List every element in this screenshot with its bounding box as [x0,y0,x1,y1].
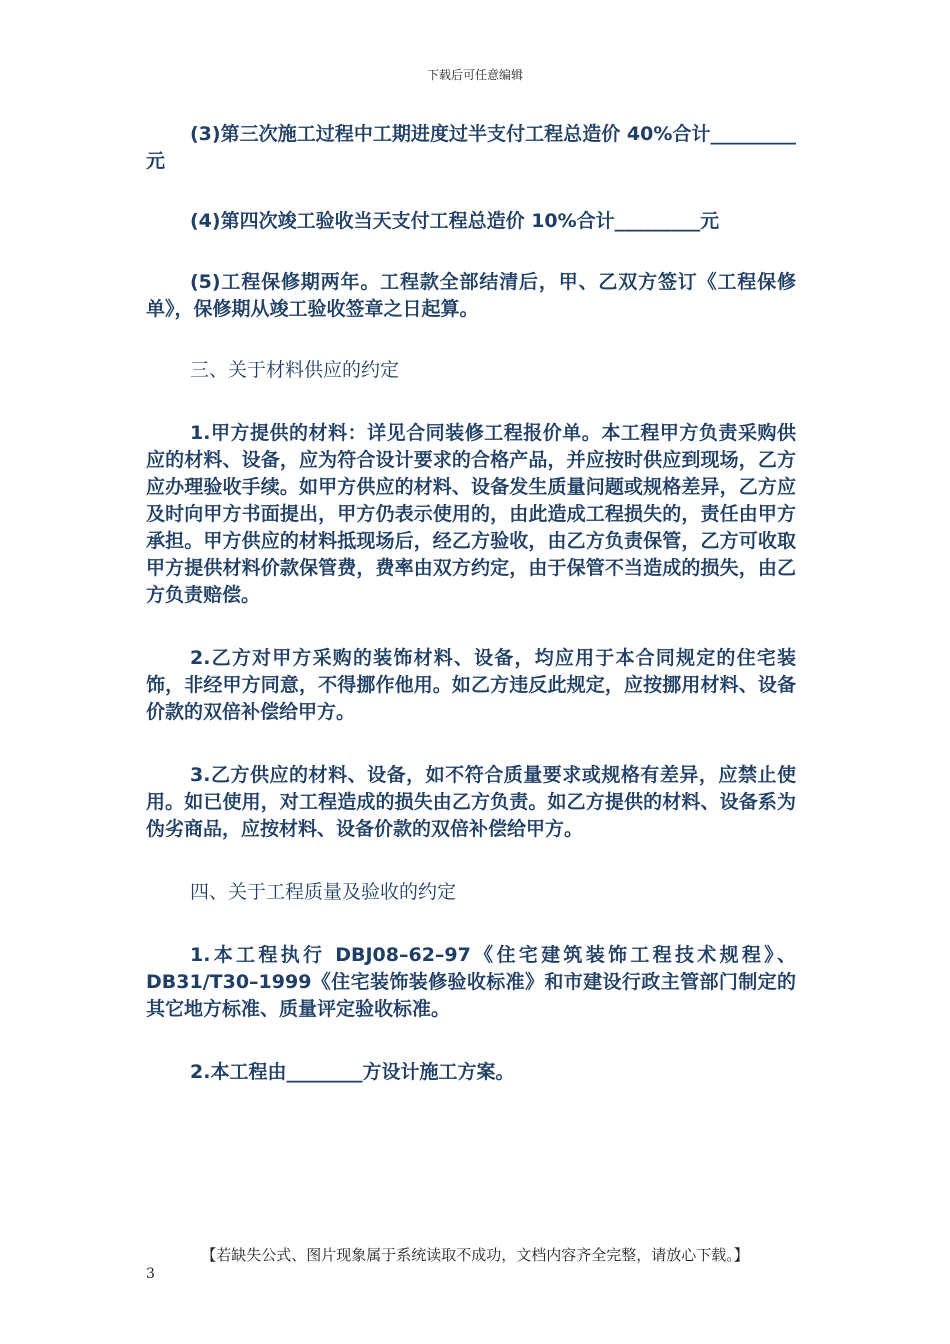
footer-note: 【若缺失公式、图片现象属于系统读取不成功，文档内容齐全完整，请放心下载。】 [201,1246,749,1264]
warranty-clause-5: (5)工程保修期两年。工程款全部结清后，甲、乙双方签订《工程保修单》，保修期从竣工验收签章之日起算。 [146,271,796,320]
section-heading-quality-acceptance: 四、关于工程质量及验收的约定 [190,881,457,903]
document-body [146,121,796,1086]
page-header: 下载后可任意编辑 [426,68,523,82]
material-clause-2: 2.乙方对甲方采购的装饰材料、设备，均应用于本合同规定的住宅装饰，非经甲方同意，不得挪作他用。如乙方违反此规定，应按挪用材料、设备价款的双倍补偿给甲方。 [146,647,796,723]
page-number: 3 [146,1266,155,1282]
quality-clause-1: 1.本工程执行 DBJ08–62–97《住宅建筑装饰工程技术规程》、DB31/T30–1999《住宅装饰装修验收标准》和市建设行政主管部门制定的其它地方标准、质量评定验收标准。 [146,944,796,1020]
material-clause-1: 1.甲方提供的材料：详见合同装修工程报价单。本工程甲方负责采购供应的材料、设备，应为符合设计要求的合格产品，并应按时供应到现场，乙方应办理验收手续。如甲方供应的材料、设备发生质量问题或规格差异，乙方应及时向甲方书面提出，甲方仍表示使用的，由此造成工程损失的，责任由甲方承担。甲方供应的材料抵现场后，经乙方验收，由乙方负责保管，乙方可收取甲方提供材料价款保管费，费率由双方约定，由于保管不当造成的损失，由乙方负责赔偿。 [146,422,796,606]
section-heading-material-supply: 三、关于材料供应的约定 [190,359,400,381]
payment-clause-4: (4)第四次竣工验收当天支付工程总造价 10%合计_________元 [190,210,720,232]
material-clause-3: 3.乙方供应的材料、设备，如不符合质量要求或规格有差异，应禁止使用。如已使用，对工程造成的损失由乙方负责。如乙方提供的材料、设备系为伪劣商品，应按材料、设备价款的双倍补偿给甲方。 [146,764,796,840]
quality-clause-2: 2.本工程由________方设计施工方案。 [190,1061,515,1083]
payment-clause-3: (3)第三次施工过程中工期进度过半支付工程总造价 40%合计_________元 [146,123,796,172]
